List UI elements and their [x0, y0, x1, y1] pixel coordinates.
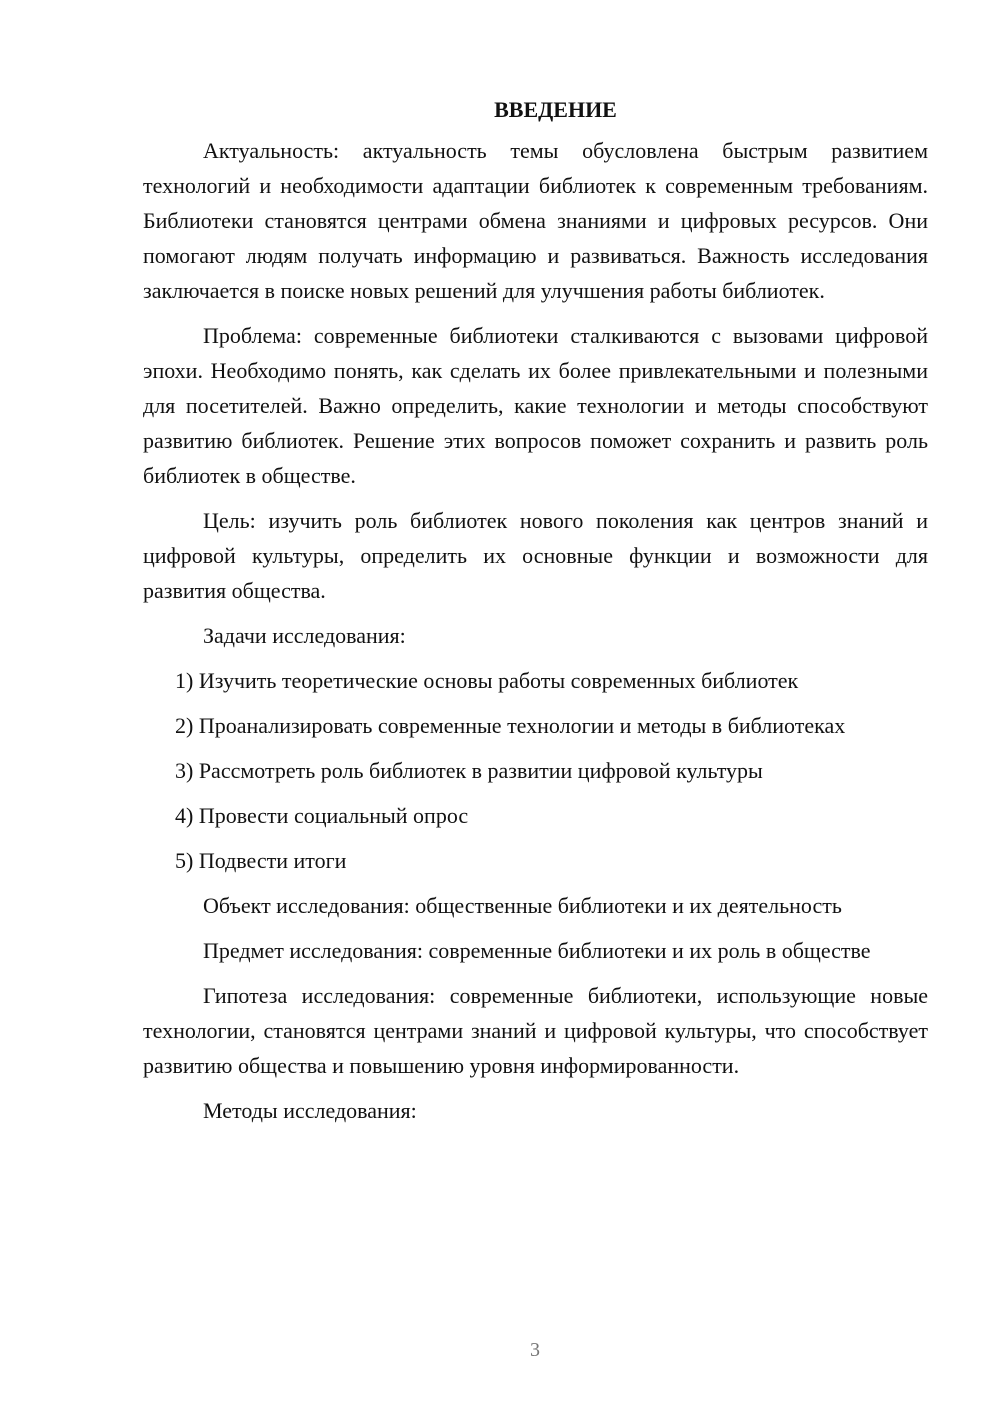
hypothesis-paragraph: Гипотеза исследования: современные библиотеки, использующие новые технологии, становятся центрами знаний и цифровой культуры, что способствует развитию общества и повышению уровня информированности. — [143, 983, 928, 1078]
task-item-5: 5) Подвести итоги — [175, 848, 347, 873]
problem-paragraph: Проблема: современные библиотеки сталкиваются с вызовами цифровой эпохи. Необходимо понять, как сделать их более привлекательными и полезными для посетителей. Важно определить, какие технологии и методы способствуют развитию библиотек. Решение этих вопросов поможет сохранить и развить роль библиотек в обществе. — [143, 323, 928, 488]
goal-paragraph: Цель: изучить роль библиотек нового поколения как центров знаний и цифровой культуры, определить их основные функции и возможности для развития общества. — [143, 508, 928, 603]
task-item-3: 3) Рассмотреть роль библиотек в развитии цифровой культуры — [175, 758, 763, 783]
page-number: 3 — [530, 1339, 540, 1361]
methods-heading: Методы исследования: — [203, 1098, 417, 1123]
tasks-heading: Задачи исследования: — [203, 623, 406, 648]
page-title: ВВЕДЕНИЕ — [494, 97, 617, 122]
task-item-4: 4) Провести социальный опрос — [175, 803, 469, 828]
document-body — [143, 92, 928, 1138]
subject-paragraph: Предмет исследования: современные библиотеки и их роль в обществе — [203, 938, 871, 963]
object-paragraph: Объект исследования: общественные библиотеки и их деятельность — [203, 893, 842, 918]
task-item-1: 1) Изучить теоретические основы работы современных библиотек — [175, 668, 799, 693]
task-item-2: 2) Проанализировать современные технологии и методы в библиотеках — [175, 713, 846, 738]
relevance-paragraph: Актуальность: актуальность темы обусловлена быстрым развитием технологий и необходимости адаптации библиотек к современным требованиям. Библиотеки становятся центрами обмена знаниями и цифровых ресурсов. Они помогают людям получать информацию и развиваться. Важность исследования заключается в поиске новых решений для улучшения работы библиотек. — [143, 138, 928, 303]
